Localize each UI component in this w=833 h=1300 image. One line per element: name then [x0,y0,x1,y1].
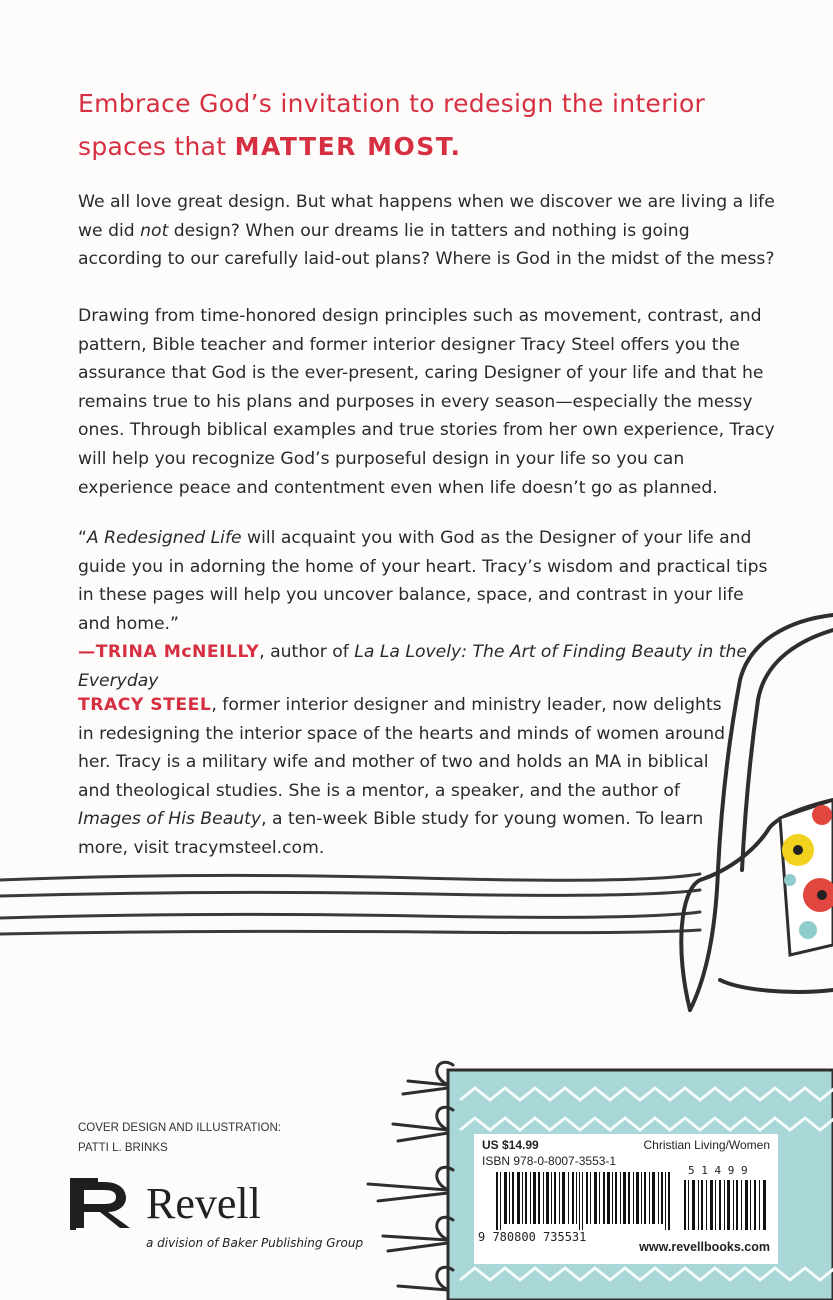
wall-stripes [0,874,700,934]
armchair-fabric [780,800,833,955]
headline: Embrace God’s invitation to redesign the interior spaces that MATTER MOST. [78,89,706,161]
credit-label: COVER DESIGN AND ILLUSTRATION: [78,1122,281,1134]
price: US $14.99 [482,1138,539,1152]
author-bio: TRACY STEEL, former interior designer and ministry leader, now delights in redesigning the interior space of the hearts and minds of women around her. Tracy is a military wife and mother of two and holds an MA in biblical and theological studies. She is a mentor, a speaker, and the author of Images of His Beauty, a ten-week Bible study for young women. To learn more, visit tracymsteel.com. [78,695,726,858]
endorser-name: —TRINA McNEILLY [78,642,260,663]
barcode-digits: 9 780800 735531 [478,1230,587,1244]
publisher-tagline: a division of Baker Publishing Group [146,1236,364,1250]
credit-name: PATTI L. BRINKS [78,1142,168,1154]
addon-bars [684,1180,770,1230]
author-name: TRACY STEEL [78,695,212,715]
category: Christian Living/Women [643,1138,770,1152]
revell-logo-icon [68,1176,138,1232]
publisher-url: www.revellbooks.com [639,1240,770,1254]
intro-paragraph: We all love great design. But what happens when we discover we are living a life we did not design? When our dreams lie in tatters and nothing is going according to our carefully laid-out plans? Where is God in the midst of the mess? [78,192,775,270]
description-paragraph: Drawing from time-honored design principles such as movement, contrast, and pattern, Bible teacher and former interior designer Tracy Steel offers you the assurance that God is the ever-present, caring Designer of your life and that he remains true to his plans and purposes in every season—especially the messy ones. Through biblical examples and true stories from her own experience, Tracy will help you recognize God’s purposeful design in your life so you can experience peace and contentment even when life doesn’t go as planned. [78,306,775,498]
barcode-panel [474,1134,778,1264]
publisher-logo [68,1176,364,1250]
barcode-bars [496,1172,676,1230]
isbn: ISBN 978-0-8007-3553-1 [482,1154,617,1168]
cover-credit [78,1118,281,1158]
addon-digits: 5 1 4 9 9 [688,1164,748,1177]
headline-emphasis: MATTER MOST. [234,132,462,161]
publisher-name: Revell [146,1179,261,1228]
endorsement-quote: “A Redesigned Life will acquaint you with God as the Designer of your life and guide you in adorning the home of your heart. Tracy’s wisdom and practical tips in these pages will help you uncover balance, space, and contrast in your life and home.” —TRINA McNEILLY, author of La La Lovely: The Art of Finding Beauty in the Everyday [78,528,768,691]
